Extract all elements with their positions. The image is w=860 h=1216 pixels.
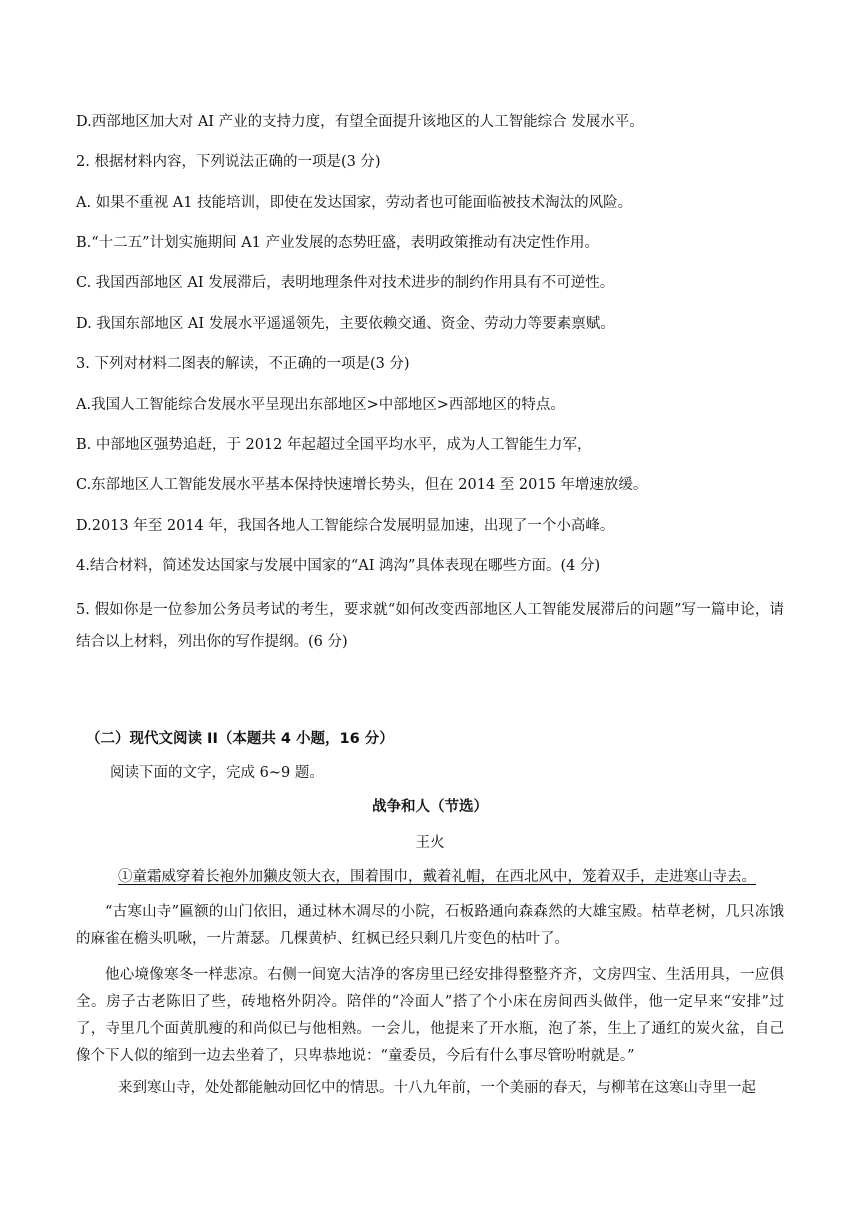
question-1-option-d: D.西部地区加大对 AI 产业的支持力度，有望全面提升该地区的人工智能综合 发展水平。 [76,114,644,130]
question-3-option-d: D.2013 年至 2014 年，我国各地人工智能综合发展明显加速，出现了一个小高峰。 [76,518,615,534]
passage-paragraph-4: 来到寒山寺，处处都能触动回忆中的情思。十八九年前，一个美丽的春天，与柳苇在这寒山寺里一起 [118,1080,756,1096]
passage-title: 战争和人（节选） [372,799,488,815]
question-2-option-d: D. 我国东部地区 AI 发展水平遥遥领先，主要依赖交通、资金、劳动力等要素禀赋。 [76,316,615,332]
passage-paragraph-1: ①童霜威穿着长袍外加獭皮领大衣，围着围巾，戴着礼帽，在西北风中，笼着双手，走进寒山寺去。 [118,869,756,885]
question-3-option-b: B. 中部地区强势追赶，于 2012 年起超过全国平均水平，成为人工智能生力军， [76,437,592,453]
passage-paragraph-3: 他心境像寒冬一样悲凉。右侧一间宽大洁净的客房里已经安排得整整齐齐，文房四宝、生活用具，一应俱全。房子古老陈旧了些，砖地格外阴冷。陪伴的“冷面人”搭了个小床在房间西头做伴，他一定早来“安排”过了，寺里几个面黄肌瘦的和尚似已与他相熟。一会儿，他提来了开水瓶，泡了茶，生上了通红的炭火盆，自己像个下人似的缩到一边去坐着了，只卑恭地说：“童委员，今后有什么事尽管吩咐就是。” [76,967,784,1064]
question-3-option-c: C.东部地区人工智能发展水平基本保持快速增长势头，但在 2014 至 2015 年增速放缓。 [76,477,648,493]
reading-instruction: 阅读下面的文字，完成 6~9 题。 [110,765,324,781]
passage-author: 王火 [415,835,445,851]
question-5: 5. 假如你是一位参加公务员考试的考生，要求就“如何改变西部地区人工智能发展滞后的问题”写一篇申论，请结合以上材料，列出你的写作提纲。(6 分) [76,602,784,650]
passage-paragraph-2: “古寒山寺”匾额的山门依旧，通过林木凋尽的小院，石板路通向森森然的大雄宝殿。枯草老树，几只冻饿的麻雀在檐头叽啾，一片萧瑟。几棵黄栌、红枫已经只剩几片变色的枯叶了。 [76,904,784,947]
question-2-stem: 2. 根据材料内容，下列说法正确的一项是(3 分) [76,154,381,170]
question-2-option-c: C. 我国西部地区 AI 发展滞后，表明地理条件对技术进步的制约作用具有不可逆性。 [76,275,615,291]
section-heading: （二）现代文阅读 II（本题共 4 小题，16 分） [86,731,394,747]
question-2-option-a: A. 如果不重视 A1 技能培训，即使在发达国家，劳动者也可能面临被技术淘汰的风险。 [76,195,633,211]
question-4: 4.结合材料，简述发达国家与发展中国家的“AI 鸿沟”具体表现在哪些方面。(4 分) [76,558,601,574]
question-3-option-a: A.我国人工智能综合发展水平呈现出东部地区>中部地区>西部地区的特点。 [76,397,565,413]
question-2-option-b: B.“十二五”计划实施期间 A1 产业发展的态势旺盛，表明政策推动有决定性作用。 [76,235,600,251]
question-3-stem: 3. 下列对材料二图表的解读，不正确的一项是(3 分) [76,356,410,372]
